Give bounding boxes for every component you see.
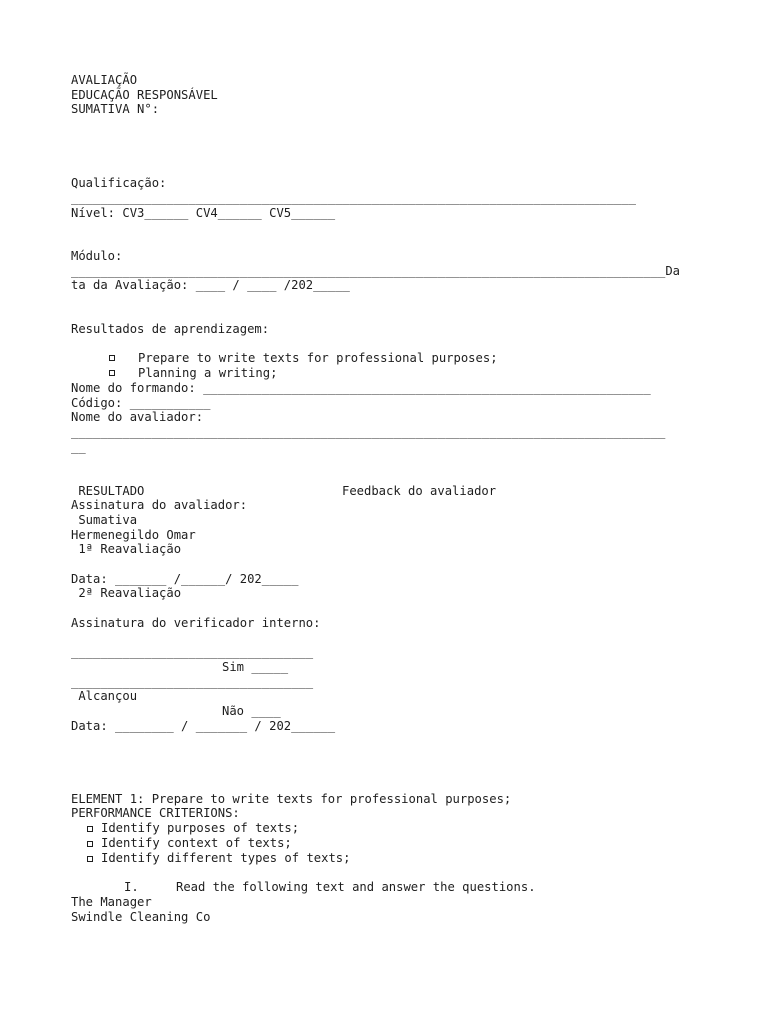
learning-outcome-item: Prepare to write texts for professional purposes; [138, 351, 498, 365]
yes-option: Sim _____ [222, 660, 289, 674]
learning-outcome-item: Planning a writing; [138, 366, 278, 380]
assessor-name-rule: _________________________________________________________________________________ [71, 425, 666, 439]
letter-company: Swindle Cleaning Co [71, 910, 211, 924]
question-number: I. [124, 880, 139, 894]
assessor-name-rule-continued: __ [71, 440, 86, 454]
achieved-label: Alcançou [71, 689, 138, 703]
second-date-line: Data: ________ / _______ / 202______ [71, 719, 336, 733]
assessor-signature-label: Assinatura do avaliador: [71, 498, 248, 512]
feedback-heading: Feedback do avaliador [342, 484, 497, 498]
element-title: ELEMENT 1: Prepare to write texts for professional purposes; [71, 792, 512, 806]
question-instruction: Read the following text and answer the questions. [176, 880, 536, 894]
assessment-date: ta da Avaliação: ____ / ____ /202_____ [71, 278, 350, 292]
qualification-rule: _____________________________________________________________________________ [71, 191, 636, 205]
module-label: Módulo: [71, 249, 123, 263]
square-bullet-icon [109, 370, 115, 376]
code-line: Código: ___________ [71, 396, 211, 410]
first-reevaluation-label: 1ª Reavaliação [71, 542, 182, 556]
assessor-name-label: Nome do avaliador: [71, 410, 204, 424]
trainee-name-line: Nome do formando: _____________________________________________________________ [71, 381, 651, 395]
verifier-signature-rule: _________________________________ [71, 645, 314, 659]
square-bullet-icon [87, 826, 93, 832]
first-date-line: Data: _______ /______/ 202_____ [71, 572, 299, 586]
square-bullet-icon [87, 841, 93, 847]
header-title: AVALIAÇÃO [71, 73, 138, 87]
summative-number: SUMATIVA N°: [71, 102, 160, 116]
learning-outcomes-label: Resultados de aprendizagem: [71, 322, 270, 336]
assessor-name: Hermenegildo Omar [71, 528, 196, 542]
internal-verifier-label: Assinatura do verificador interno: [71, 616, 321, 630]
criterion-item: Identify purposes of texts; [101, 821, 300, 835]
level-line: Nível: CV3______ CV4______ CV5______ [71, 206, 336, 220]
qualification-label: Qualificação: [71, 176, 167, 190]
summative-label: Sumativa [71, 513, 138, 527]
performance-criteria-label: PERFORMANCE CRITERIONS: [71, 806, 240, 820]
module-rule: _________________________________________________________________________________Da [71, 264, 681, 278]
square-bullet-icon [109, 355, 115, 361]
square-bullet-icon [87, 856, 93, 862]
second-reevaluation-label: 2ª Reavaliação [71, 586, 182, 600]
result-divider-rule: _________________________________ [71, 675, 314, 689]
letter-recipient: The Manager [71, 895, 152, 909]
no-option: Não ____ [222, 704, 281, 718]
header-subtitle: EDUCAÇÃO RESPONSÁVEL [71, 88, 218, 102]
criterion-item: Identify context of texts; [101, 836, 292, 850]
criterion-item: Identify different types of texts; [101, 851, 351, 865]
result-heading: RESULTADO [71, 484, 145, 498]
